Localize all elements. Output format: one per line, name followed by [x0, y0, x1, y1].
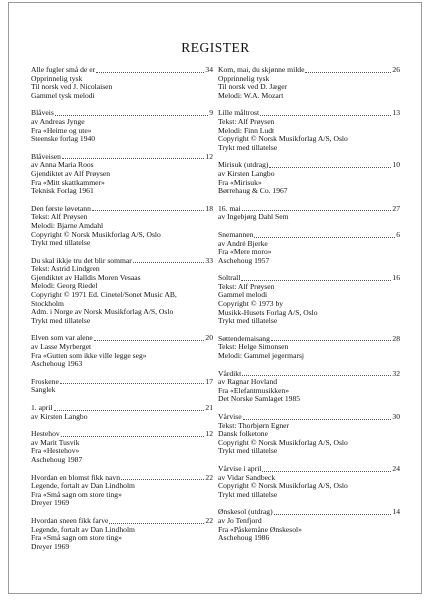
entry-detail-line: Copyright © 1971 Ed. Cinetel/Sonet Music AB, [31, 290, 177, 300]
entry-title: Ønskesol (utdrag) [218, 507, 273, 517]
entry-page-number: 6 [396, 229, 400, 239]
entry-detail-line: Gjendiktet av Alf Prøysen [31, 168, 111, 178]
entry-detail-line: Til norsk ved J. Nicolaisen [31, 82, 113, 92]
entry-detail-line: Børrehaug & Co. 1967 [218, 186, 288, 196]
dot-leader [109, 523, 204, 524]
entry-detail-line: av André Bjerke [218, 238, 268, 248]
entry-title: Snemannen [218, 229, 254, 239]
entry-detail-line: Opprinnelig tysk [218, 73, 270, 83]
register-entry [218, 205, 400, 222]
entry-title: Mirisuk (utdrag) [218, 160, 269, 170]
entry-detail-line: av Vidar Sandbeck [218, 472, 276, 482]
entry-detail-line: Aschehoug 1957 [218, 255, 270, 265]
entry-page-number: 12 [205, 429, 213, 439]
entry-page-number: 17 [205, 376, 213, 386]
entry-detail-line: Aschehoug 1987 [31, 454, 83, 464]
entry-page-number: 27 [392, 203, 400, 213]
entry-title: Elven som var alene [31, 333, 93, 343]
entry-title: Lille måltrost [218, 108, 260, 118]
register-entry [31, 378, 213, 395]
entry-title: Vårdikt [218, 368, 242, 378]
entry-detail-line: Legende, fortalt av Dan Lindholm [31, 524, 135, 534]
entry-detail-line: Melodi: W.A. Mozart [218, 90, 284, 100]
entry-title: 16. mai [218, 203, 241, 213]
page-title: REGISTER [181, 40, 250, 55]
register-entry [218, 231, 400, 265]
entry-title: Vårvise [218, 412, 242, 421]
register-entry [31, 474, 213, 508]
entry-detail-line: Fra «Små sagn om store ting» [31, 489, 122, 499]
entry-detail-line: Steenske forlag 1940 [31, 134, 96, 144]
register-column-left [31, 66, 213, 551]
entry-detail-line: Melodi: Finn Ludt [218, 125, 275, 135]
dot-leader [274, 514, 392, 515]
entry-title: Den første løvetann [31, 203, 91, 213]
entry-detail-line: Teknisk Forlag 1961 [31, 186, 94, 196]
entry-detail-line: av Lasse Myrberget [31, 342, 92, 352]
dot-leader [92, 210, 205, 211]
entry-detail-line: Tekst: Helge Simonsen [218, 342, 289, 352]
entry-detail-line: Adm. i Norge av Norsk Musikforlag A/S, Oslo [31, 307, 174, 317]
entry-title: Soltrall [218, 273, 241, 283]
dot-leader [271, 340, 392, 341]
entry-detail-line: Trykt med tillatelse [218, 446, 278, 456]
entry-detail-line: Copyright © Norsk Musikforlag A/S, Oslo [218, 481, 348, 491]
dot-leader [61, 436, 205, 437]
entry-page-number: 9 [209, 108, 213, 118]
entry-page-number: 12 [205, 151, 213, 161]
entry-detail-line: Trykt med tillatelse [31, 238, 91, 248]
entry-detail-line: Gjendiktet av Halldis Moren Vesaas [31, 272, 141, 282]
register-entry [218, 508, 400, 542]
dot-leader [133, 262, 205, 263]
entry-detail-line: Tekst: Alf Prøysen [31, 212, 88, 222]
entry-detail-line: Til norsk ved D. Jæger [218, 82, 288, 92]
entry-detail-line: Copyright © Norsk Musikforlag A/S, Oslo [218, 134, 348, 144]
entry-detail-line: av Andreas Jynge [31, 116, 85, 126]
entry-detail-line: Fra «Mirisuk» [218, 177, 262, 187]
register-entry [218, 161, 400, 195]
entry-detail-line: Trykt med tillatelse [218, 489, 278, 499]
entry-title: Kom, mai, du skjønne milde [218, 65, 305, 74]
register-entry [218, 465, 400, 499]
entry-detail-line: Gammel tysk melodi [31, 90, 95, 100]
entry-page-number: 34 [205, 65, 213, 74]
entry-detail-line: Fra «Elefantmusikken» [218, 385, 290, 395]
register-entry [218, 370, 400, 404]
register-entry [218, 335, 400, 361]
entry-detail-line: Gammel melodi [218, 290, 268, 300]
entry-detail-line: av Jo Tenfjord [218, 515, 262, 525]
entry-title: Froskene [31, 376, 59, 386]
register-entry [31, 517, 213, 551]
entry-detail-line: Sanglek [31, 385, 56, 395]
entry-page-number: 10 [392, 160, 400, 170]
dot-leader [121, 479, 204, 480]
dot-leader [269, 167, 391, 168]
dot-leader [60, 383, 205, 384]
entry-detail-line: Dreyer 1969 [31, 498, 70, 508]
entry-title: Hestehov [31, 429, 60, 439]
entry-page-number: 20 [205, 333, 213, 343]
entry-detail-line: Stockholm [31, 298, 64, 308]
entry-page-number: 22 [205, 515, 213, 525]
dot-leader [94, 340, 205, 341]
entry-page-number: 18 [205, 203, 213, 213]
entry-detail-line: Opprinnelig tysk [31, 73, 83, 83]
entry-detail-line: Melodi: Gammel jegermarsj [218, 351, 305, 361]
entry-page-number: 22 [205, 472, 213, 482]
dot-leader [262, 471, 391, 472]
entry-detail-line: Musikk-Husets Forlag A/S, Oslo [218, 307, 318, 317]
register-entry [218, 109, 400, 152]
entry-title: Blåveis [31, 108, 54, 118]
register-entry [218, 274, 400, 326]
entry-detail-line: Aschehoug 1986 [218, 533, 270, 543]
register-entry [31, 205, 213, 248]
entry-detail-line: Copyright © 1973 by [218, 299, 284, 309]
dot-leader [241, 280, 391, 281]
register-entry [31, 109, 213, 143]
entry-detail-line: Dansk folketone [218, 429, 268, 439]
register-entry [31, 430, 213, 464]
dot-leader [242, 375, 391, 376]
entry-page-number: 33 [205, 255, 213, 265]
entry-title: Søttendemaisang [218, 333, 270, 343]
entry-detail-line: Det Norske Samlaget 1985 [218, 394, 301, 404]
entry-title: Alle fugler små de er [31, 65, 96, 74]
entry-page-number: 24 [392, 463, 400, 473]
entry-title: Hvordan en blomst fikk navn [31, 472, 121, 482]
entry-detail-line: Fra «Påskemåne Ønskesol» [218, 524, 302, 534]
dot-leader [55, 115, 208, 116]
register-entry [31, 404, 213, 421]
entry-detail-line: Fra «Heime og ute» [31, 125, 92, 135]
entry-detail-line: Melodi: Georg Riedel [31, 281, 98, 291]
entry-page-number: 30 [392, 412, 400, 421]
entry-page-number: 14 [392, 507, 400, 517]
dot-leader [260, 115, 391, 116]
register-entry [31, 334, 213, 368]
entry-detail-line: Fra «Hestehov» [31, 446, 80, 456]
entry-title: 1. april [31, 403, 53, 412]
entry-page-number: 21 [205, 403, 213, 412]
entry-detail-line: Copyright © Norsk Musikforlag A/S, Oslo [31, 229, 161, 239]
register-entry [31, 257, 213, 326]
entry-detail-line: Trykt med tillatelse [218, 142, 278, 152]
entry-detail-line: av Ragnar Hovland [218, 377, 278, 387]
entry-page-number: 28 [392, 333, 400, 343]
register-entry [218, 66, 400, 100]
register-entry [218, 413, 400, 456]
entry-title: Du skal ikkje tru det blir sommar [31, 255, 132, 265]
dot-leader [242, 210, 392, 211]
entry-page-number: 16 [392, 273, 400, 283]
dot-leader [243, 419, 392, 420]
entry-detail-line: av Ingebjørg Dahl Sem [218, 212, 289, 222]
entry-detail-line: av Kirsten Langbo [218, 168, 275, 178]
entry-page-number: 32 [392, 368, 400, 378]
entry-detail-line: Melodi: Bjarne Amdahl [31, 220, 104, 230]
entry-page-number: 26 [392, 65, 400, 74]
entry-detail-line: av Kirsten Langbo [31, 411, 88, 421]
register-column-right [218, 66, 400, 543]
entry-detail-line: av Anna Maria Roos [31, 160, 94, 170]
entry-detail-line: Tekst: Thorbjørn Egner [218, 420, 290, 430]
entry-detail-line: Copyright © Norsk Musikforlag A/S, Oslo [218, 437, 348, 447]
entry-heading-row [31, 378, 213, 387]
entry-detail-line: Tekst: Alf Prøysen [218, 116, 275, 126]
register-entry [31, 66, 213, 100]
entry-detail-line: Fra «Små sagn om store ting» [31, 533, 122, 543]
dot-leader [62, 158, 204, 159]
entry-page-number: 13 [392, 108, 400, 118]
entry-detail-line: Fra «Mitt skattkammer» [31, 177, 105, 187]
entry-detail-line: Legende, fortalt av Dan Lindholm [31, 481, 135, 491]
entry-detail-line: Trykt med tillatelse [31, 315, 91, 325]
entry-title: Hvordan sneen fikk farve [31, 515, 109, 525]
entry-detail-line: av Marit Tusvik [31, 437, 80, 447]
entry-detail-line: Dreyer 1969 [31, 541, 70, 551]
dot-leader [254, 237, 395, 238]
entry-detail-line: Fra «Gutten som ikke ville legge seg» [31, 350, 147, 360]
entry-detail-line: Tekst: Astrid Lindgren [31, 264, 100, 274]
entry-title: Vårvise i april [218, 463, 262, 473]
entry-detail-line: Tekst: Alf Prøysen [218, 281, 275, 291]
dot-leader [54, 410, 205, 411]
register-entry [31, 153, 213, 196]
entry-detail-line: Trykt med tillatelse [218, 316, 278, 326]
entry-detail-line: Fra «Mere moro» [218, 247, 272, 257]
dot-leader [305, 72, 391, 73]
entry-detail-line: Aschehoug 1963 [31, 359, 83, 369]
entry-title: Blåveisen [31, 151, 61, 161]
dot-leader [96, 72, 204, 73]
